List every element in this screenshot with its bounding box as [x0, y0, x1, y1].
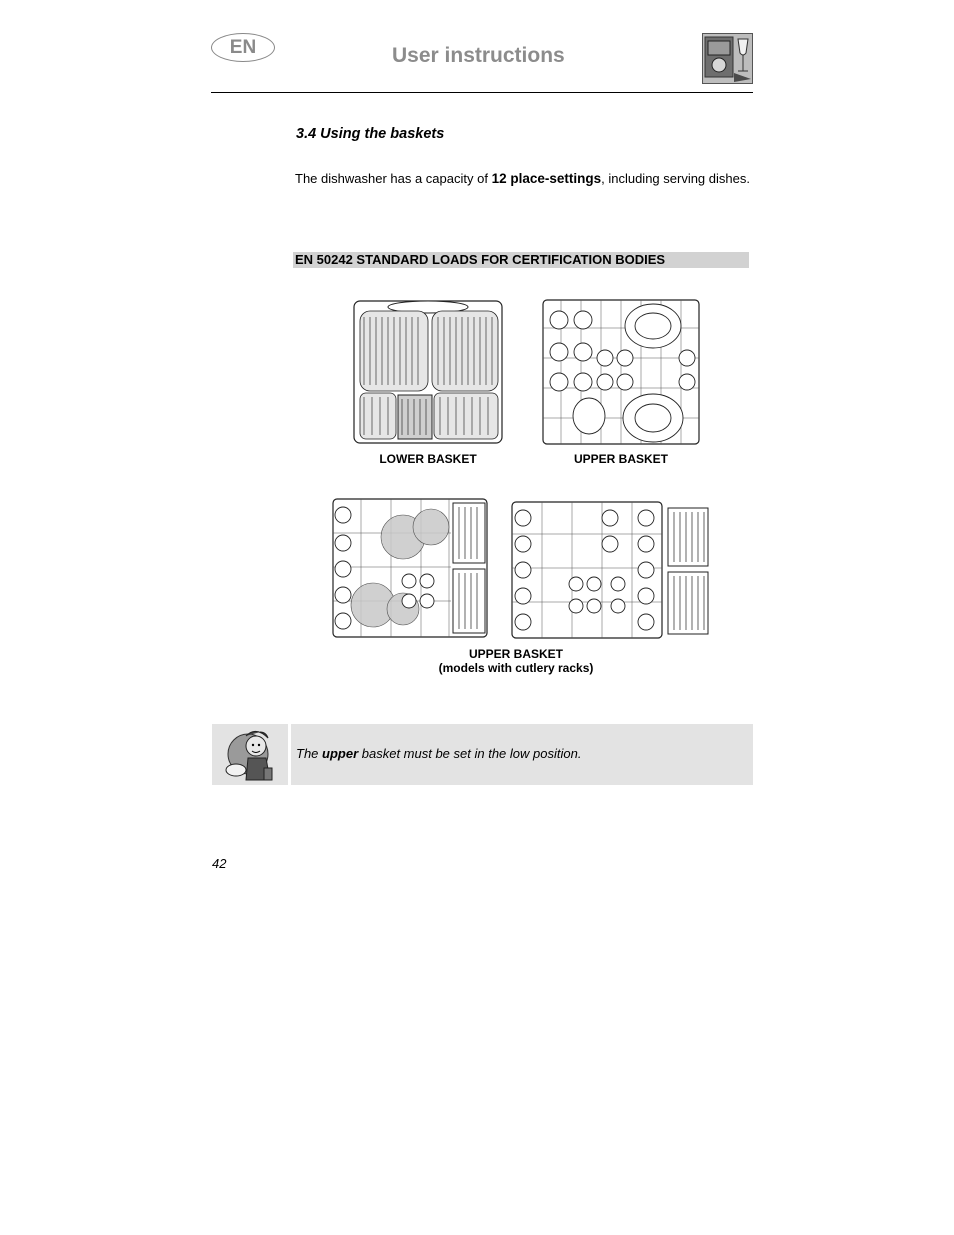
intro-paragraph [295, 171, 753, 187]
intro-capacity: 12 place-settings [491, 171, 602, 186]
note-emphasis: upper [322, 746, 359, 761]
upper-basket-illustration [541, 298, 701, 446]
racks-caption [400, 647, 632, 675]
upper-basket-caption: UPPER BASKET [573, 452, 668, 466]
language-badge: EN [211, 33, 275, 62]
upper-basket-racks-illustration-1 [331, 497, 489, 639]
dishwasher-icon [702, 33, 753, 84]
header-divider [211, 92, 753, 93]
lower-basket-illustration [352, 297, 504, 447]
lower-basket-caption: LOWER BASKET [379, 452, 477, 466]
upper-basket-racks-illustration-2 [510, 500, 712, 640]
intro-text-start: The dishwasher has a capacity of [295, 171, 492, 186]
note-text-start: The [296, 746, 323, 761]
document-title: User instructions [392, 44, 565, 67]
racks-caption-title: UPPER BASKET [468, 647, 563, 661]
page-number: 42 [212, 856, 227, 871]
note-icon-panel [212, 724, 288, 785]
section-title: 3.4 Using the baskets [296, 126, 445, 142]
intro-text-end: , including serving dishes. [601, 171, 750, 186]
note-text-end: basket must be set in the low position. [358, 746, 582, 761]
racks-caption-subtitle: (models with cutlery racks) [438, 661, 594, 675]
note-text [296, 746, 581, 761]
standard-loads-heading: EN 50242 STANDARD LOADS FOR CERTIFICATION BODIES [293, 252, 749, 268]
mascot-icon [212, 724, 288, 785]
